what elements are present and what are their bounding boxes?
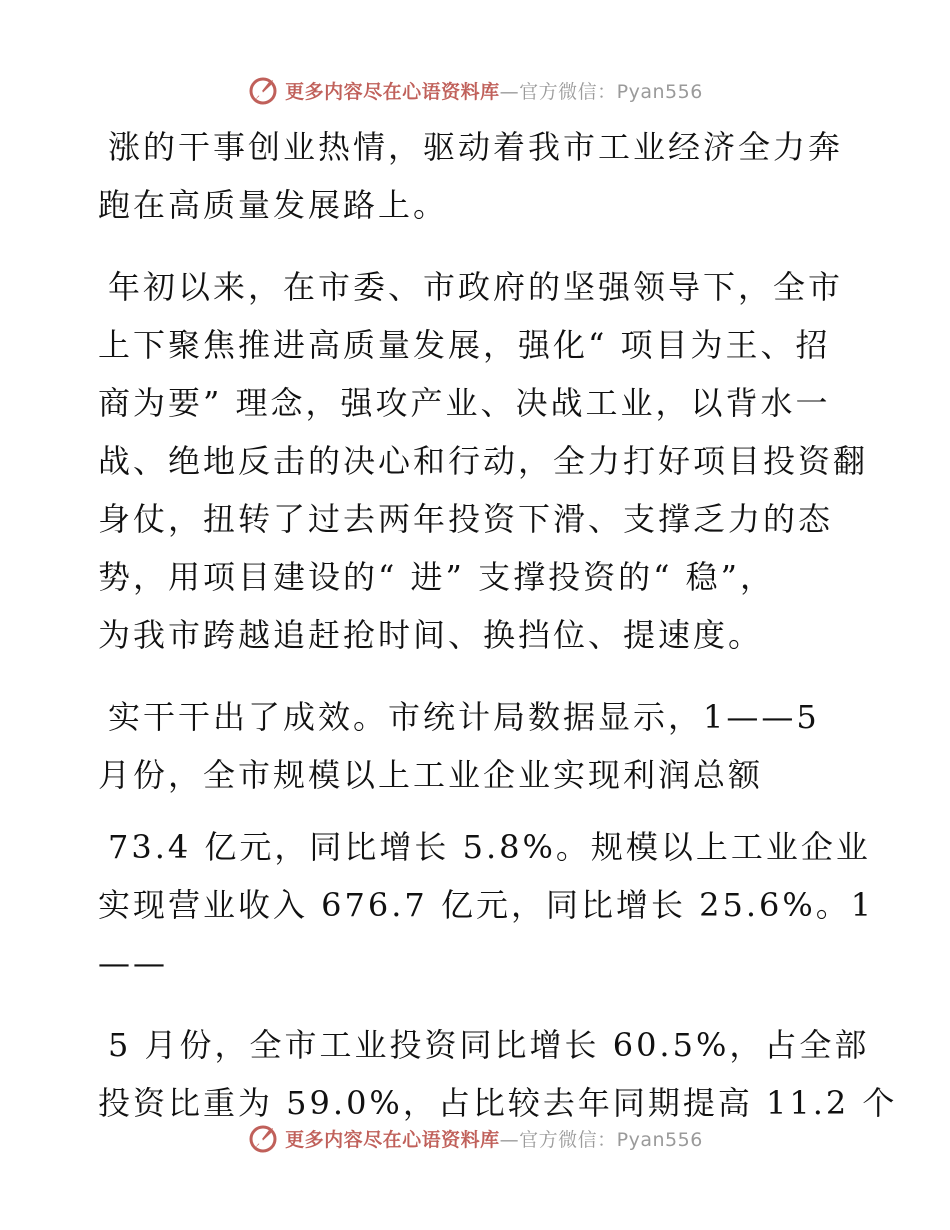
body-line-7: 身仗，扭转了过去两年投资下滑、支撑乏力的态 — [98, 500, 834, 538]
body-line-10: 实干干出了成效。市统计局数据显示，1——5 — [108, 698, 820, 736]
body-line-8: 势，用项目建设的“ 进” 支撑投资的“ 稳”， — [98, 558, 775, 596]
document-body — [98, 118, 898, 1132]
watermark-wechat: 官方微信：Pyan556 — [519, 1128, 703, 1151]
watermark-dash: — — [499, 80, 520, 103]
body-line-16: 投资比重为 59.0%，占比较去年同期提高 11.2 个 — [98, 1084, 898, 1122]
body-line-14: —— — [98, 944, 168, 982]
watermark-dash: — — [499, 1128, 520, 1151]
body-line-11: 月份，全市规模以上工业企业实现利润总额 — [98, 756, 764, 794]
quill-logo-icon — [247, 1122, 279, 1154]
body-line-5: 商为要” 理念，强攻产业、决战工业，以背水一 — [98, 384, 831, 422]
header-watermark — [0, 70, 950, 110]
quill-logo-icon — [247, 74, 279, 106]
watermark-text — [285, 1125, 703, 1152]
watermark-wechat: 官方微信：Pyan556 — [519, 80, 703, 103]
footer-watermark — [0, 1118, 950, 1158]
watermark-brand: 更多内容尽在心语资料库 — [285, 80, 500, 103]
body-line-4: 上下聚焦推进高质量发展，强化“ 项目为王、招 — [98, 326, 831, 364]
body-line-13: 实现营业收入 676.7 亿元，同比增长 25.6%。1 — [98, 886, 875, 924]
body-line-1: 涨的干事创业热情，驱动着我市工业经济全力奔 — [108, 128, 844, 166]
watermark-brand: 更多内容尽在心语资料库 — [285, 1128, 500, 1151]
body-line-6: 战、绝地反击的决心和行动，全力打好项目投资翻 — [98, 442, 869, 480]
body-line-12: 73.4 亿元，同比增长 5.8%。规模以上工业企业 — [108, 828, 871, 866]
watermark-text — [285, 77, 703, 104]
body-line-15: 5 月份，全市工业投资同比增长 60.5%，占全部 — [108, 1026, 870, 1064]
body-line-9: 为我市跨越追赶抢时间、换挡位、提速度。 — [98, 616, 764, 654]
body-line-3: 年初以来，在市委、市政府的坚强领导下，全市 — [108, 268, 844, 306]
body-line-2: 跑在高质量发展路上。 — [98, 186, 449, 224]
